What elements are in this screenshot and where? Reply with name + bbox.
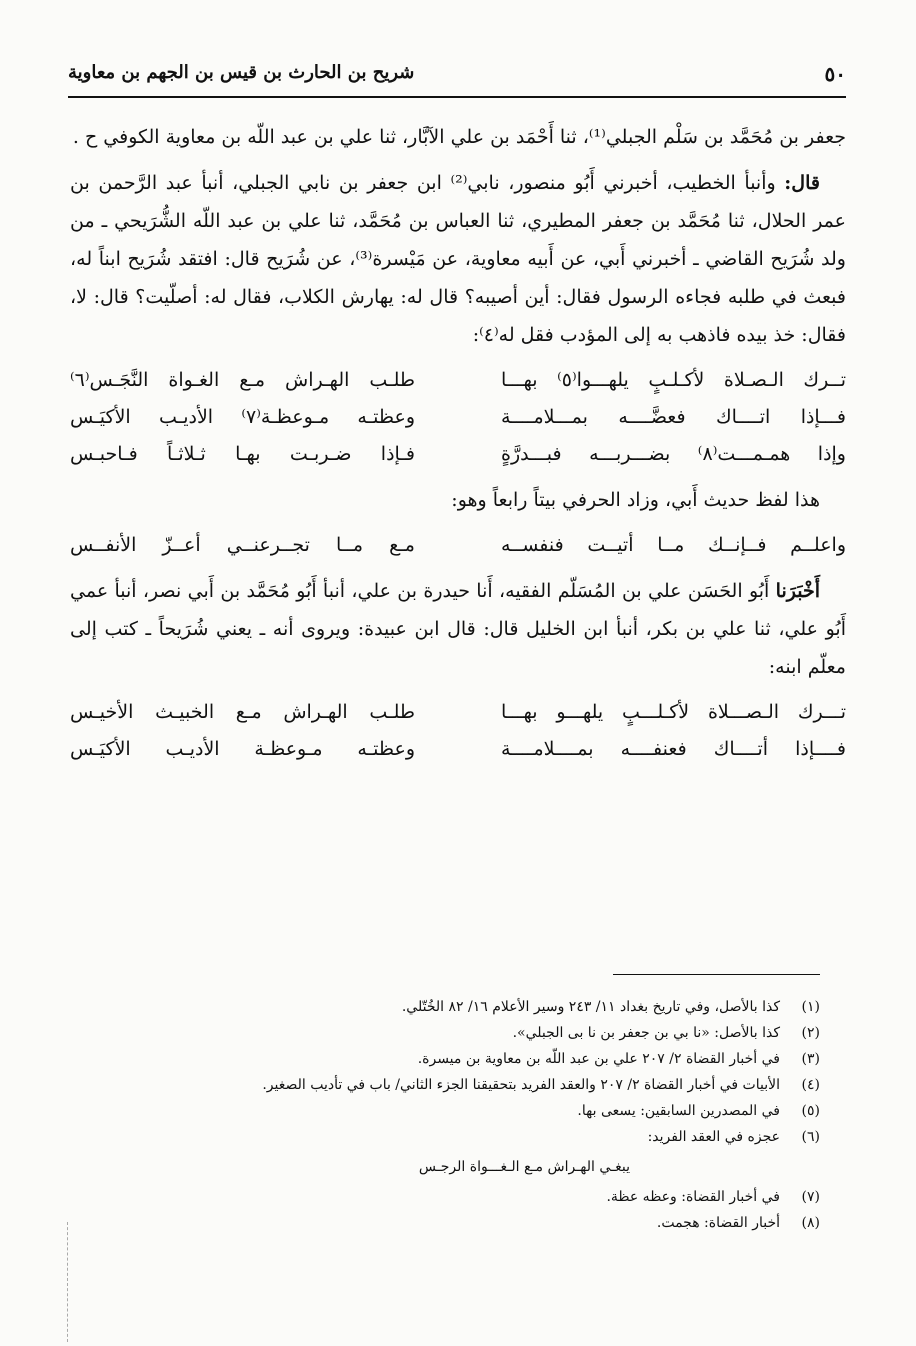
footnote <box>70 1072 820 1098</box>
footnote-number: (٦) <box>801 1129 820 1145</box>
paragraph-2 <box>70 164 846 354</box>
paragraph-4-text: أَبُو الحَسَن علي بن المُسَلّم الفقيه، أَنا حيدرة بن علي، أنبأ أَبُو مُحَمَّد بن أَبي نصر، أنبأ عمي أَبُو علي، ثنا علي بن بكر، أنبأ ابن الخليل قال: قال ابن عبيدة: ويروى أنه ـ يعني شُرَيحاً ـ كتب إلى معلّم ابنه: <box>70 580 846 678</box>
footnote-number: (٥) <box>801 1103 820 1119</box>
footnote-text: في المصدرين السابقين: يسعى بها. <box>577 1103 780 1119</box>
poem-hemistich-left: وعظتـه مـوعظـة الأديـب الأكيَـس <box>70 738 415 760</box>
poem-3 <box>70 694 846 768</box>
paragraph-1: جعفر بن مُحَمَّد بن سَلْم الجبلي⁽¹⁾، ثنا أَحْمَد بن علي الآبَّار، ثنا علي بن عبد اللّه بن معاوية الكوفي ح . <box>72 126 846 148</box>
paragraph-2-lead: قال: <box>784 172 820 194</box>
footnote <box>70 1098 820 1124</box>
poem-line <box>70 527 846 564</box>
footnote-number: (٢) <box>801 1025 820 1041</box>
poem-line <box>70 731 846 768</box>
poem-line <box>70 362 846 399</box>
footnotes <box>70 994 820 1236</box>
footnote-number: (٣) <box>801 1051 820 1067</box>
poem-1 <box>70 362 846 473</box>
footnote <box>70 1184 820 1210</box>
poem-hemistich-right: فـــإذا اتــــاك فعضَّــــه بمـــلامــــة <box>501 406 846 428</box>
footnote-divider <box>613 974 820 975</box>
footnote-text: كذا بالأصل، وفي تاريخ بغداد ١١/ ٢٤٣ وسير الأعلام ١٦/ ٨٢ الخُتّلي. <box>401 999 780 1015</box>
poem-line <box>70 694 846 731</box>
poem-hemistich-right: تـــرك الـصـــلاة لأكـلـــبٍ يلهـــو بهـــا <box>501 701 846 723</box>
footnote <box>70 1124 820 1150</box>
paragraph-2-text: وأنبأ الخطيب، أخبرني أَبُو منصور، نابي⁽²⁾ ابن جعفر بن نابي الجبلي، أنبأ عبد الرَّحمن بن عمر الحلال، ثنا مُحَمَّد بن جعفر المطيري، ثنا العباس بن مُحَمَّد، ثنا علي بن عبد اللّه الشُّرَيحي ـ من ولد شُرَيح القاضي ـ أخبرني أَبي، عن أَبيه معاوية، عن مَيْسرة⁽³⁾، عن شُرَيح قال: افتقد شُرَيح ابناً له، فبعث في طلبه فجاءه الرسول فقال: أين أصيبه؟ قال له: يهارش الكلاب، فقال له: أصلّيت؟ قال: لا، فقال: خذ بيده فاذهب به إلى المؤدب فقل له⁽٤⁾: <box>70 172 847 346</box>
poem-hemistich-left: طلـب الهـراش مـع الخبيـث الأخيـس <box>70 701 415 723</box>
footnote-number: (٤) <box>801 1077 820 1093</box>
paragraph-4-lead: أَخْبَرَنا <box>775 580 820 602</box>
footnote-text: الأبيات في أخبار القضاة ٢/ ٢٠٧ والعقد الفريد بتحقيقنا الجزء الثاني/ باب في تأديب الصغير. <box>262 1077 780 1093</box>
page-header <box>68 56 846 98</box>
footnote <box>70 994 820 1020</box>
paragraph-4 <box>70 572 846 686</box>
poem-hemistich-right: واعلــم فــإنــك مــا أتيــت فنفســه <box>501 534 846 556</box>
poem-2 <box>70 527 846 564</box>
footnote-text: أخبار القضاة: هجمت. <box>656 1215 780 1231</box>
running-title: شريح بن الحارث بن قيس بن الجهم بن معاوية <box>68 62 415 83</box>
poem-hemistich-left: مـع مــا تجــرعنــي أعــزّ الأنفــس <box>70 534 415 556</box>
footnote-number: (٧) <box>801 1189 820 1205</box>
poem-hemistich-left: فـإذا ضـربـت بهـا ثـلاثـاً فـاحبـس <box>70 443 415 465</box>
footnote-text: في أخبار القضاة: وعظه عظة. <box>606 1189 780 1205</box>
poem-hemistich-left: وعظتـه مـوعظـة⁽٧⁾ الأديـب الأكيَـس <box>70 406 415 428</box>
page-number: ٥٠ <box>824 62 846 86</box>
paragraph-3: هذا لفظ حديث أَبي، وزاد الحرفي بيتاً رابعاً وهو: <box>451 489 820 511</box>
scan-margin-line <box>67 1222 68 1342</box>
footnote-text: عجزه في العقد الفريد: <box>647 1129 780 1145</box>
footnote <box>70 1020 820 1046</box>
footnote <box>70 1210 820 1236</box>
poem-hemistich-right: فــــإذا أتــــاك فعنفــــه بمــــلامــــة <box>501 738 846 760</box>
footnote <box>70 1046 820 1072</box>
poem-hemistich-left: طلـب الهـراش مـع الغـواة النَّجَـس⁽٦⁾ <box>70 369 415 391</box>
main-text <box>70 118 846 768</box>
poem-line <box>70 399 846 436</box>
footnote-text: كذا بالأصل: «نا بي بن جعفر بن نا بى الجبلي». <box>512 1025 780 1041</box>
poem-hemistich-right: وإذا همـمـــت⁽٨⁾ بضـــربـــه فبـــدرَّةٍ <box>501 443 846 465</box>
footnote-number: (١) <box>801 999 820 1015</box>
poem-line <box>70 436 846 473</box>
footnote-text: في أخبار القضاة ٢/ ٢٠٧ علي بن عبد اللّه بن معاوية بن ميسرة. <box>417 1051 780 1067</box>
footnote-number: (٨) <box>801 1215 820 1231</box>
poem-hemistich-right: تــرك الـصـلاة لأكـلـبٍ يلهـــوا⁽٥⁾ بهـــا <box>501 369 846 391</box>
footnote-verse: يبغـي الهـراش مـع الـغـــواة الرجـس <box>418 1159 630 1175</box>
